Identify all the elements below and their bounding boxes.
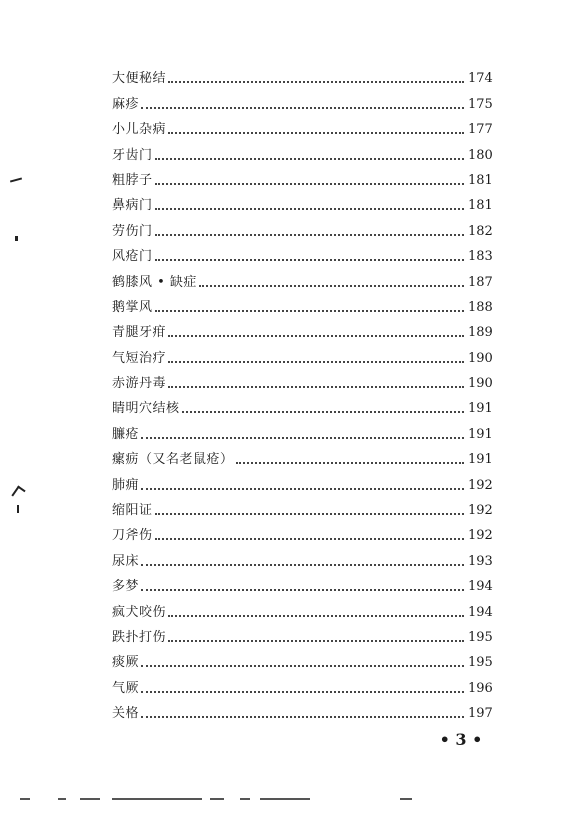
dot-leader — [155, 157, 464, 160]
dot-leader — [236, 461, 464, 464]
toc-entry-page: 191 — [468, 401, 493, 417]
toc-entry — [112, 343, 492, 368]
toc-entry-title: 鼻病门 — [112, 198, 153, 214]
dot-leader — [155, 309, 464, 312]
dot-leader — [155, 537, 464, 540]
toc-entry-title: 尿床 — [112, 553, 140, 569]
toc-entry-title: 气厥 — [112, 680, 140, 696]
toc-entry-title: 大便秘结 — [112, 71, 167, 87]
toc-entry-title: 疯犬咬伤 — [112, 604, 167, 620]
scan-mark — [10, 177, 22, 182]
toc-entry-page: 195 — [468, 655, 493, 671]
toc-entry-page: 194 — [468, 604, 493, 620]
toc-entry — [112, 673, 492, 698]
toc-entry — [112, 140, 492, 165]
dot-leader — [141, 588, 464, 591]
toc-entry — [112, 369, 492, 394]
toc-entry — [112, 445, 492, 470]
toc-entry-page: 194 — [468, 579, 493, 595]
toc-entry — [112, 242, 492, 267]
toc-entry-page: 196 — [468, 680, 493, 696]
dot-leader — [168, 80, 464, 83]
toc-entry-page: 183 — [468, 249, 493, 265]
scan-mark — [11, 486, 25, 501]
toc-entry — [112, 394, 492, 419]
toc-entry-page: 181 — [468, 198, 493, 214]
toc-entry — [112, 623, 492, 648]
dot-leader — [168, 639, 464, 642]
toc-entry — [112, 115, 492, 140]
toc-entry-title: 麻疹 — [112, 96, 140, 112]
toc-entry — [112, 191, 492, 216]
toc-entry-title: 多梦 — [112, 579, 140, 595]
toc-entry-page: 192 — [468, 477, 493, 493]
dot-leader — [168, 131, 464, 134]
toc-entry — [112, 267, 492, 292]
toc-entry — [112, 470, 492, 495]
toc-entry-page: 192 — [468, 503, 493, 519]
dot-leader — [141, 436, 464, 439]
dot-leader — [141, 106, 464, 109]
toc-entry — [112, 64, 492, 89]
toc-entry-page: 188 — [468, 299, 493, 315]
scan-mark — [15, 236, 18, 241]
dot-leader — [141, 690, 464, 693]
toc-entry-page: 190 — [468, 350, 493, 366]
toc-entry — [112, 419, 492, 444]
dot-leader — [141, 715, 464, 718]
page-number: • 3 • — [439, 730, 483, 749]
toc-entry-title: 青腿牙疳 — [112, 325, 167, 341]
toc-entry — [112, 89, 492, 114]
dot-leader — [182, 410, 464, 413]
dot-leader — [168, 334, 464, 337]
dot-leader — [155, 207, 464, 210]
toc-entry-page: 195 — [468, 629, 493, 645]
toc-entry-title: 鹤膝风 • 缺症 — [112, 274, 197, 290]
dot-leader — [141, 487, 464, 490]
toc-entry-title: 鹅掌风 — [112, 299, 153, 315]
toc-entry-page: 181 — [468, 172, 493, 188]
dot-leader — [168, 360, 464, 363]
toc-entry-title: 瘰疬（又名老鼠疮） — [112, 452, 234, 468]
toc-entry-page: 174 — [468, 71, 493, 87]
toc-entry-title: 肺痈 — [112, 477, 140, 493]
toc-entry — [112, 318, 492, 343]
dot-leader — [141, 664, 464, 667]
toc-entry-page: 193 — [468, 553, 493, 569]
toc-entry-title: 劳伤门 — [112, 223, 153, 239]
toc-entry — [112, 546, 492, 571]
dot-leader — [155, 182, 464, 185]
toc-entry-title: 刀斧伤 — [112, 528, 153, 544]
dot-leader — [199, 284, 464, 287]
toc-entry-title: 风疮门 — [112, 249, 153, 265]
toc-entry — [112, 521, 492, 546]
toc-entry-page: 175 — [468, 96, 493, 112]
dot-leader — [155, 512, 464, 515]
toc-entry-title: 关格 — [112, 706, 140, 722]
toc-entry-page: 191 — [468, 426, 493, 442]
toc-entry-page: 192 — [468, 528, 493, 544]
toc-entry-title: 跌扑打伤 — [112, 629, 167, 645]
toc-entry — [112, 216, 492, 241]
toc-entry-title: 臁疮 — [112, 426, 140, 442]
dot-leader — [141, 563, 464, 566]
toc-entry-title: 赤游丹毒 — [112, 376, 167, 392]
toc-entry-page: 197 — [468, 706, 493, 722]
scan-edge-artifact — [0, 798, 570, 802]
dot-leader — [155, 233, 464, 236]
toc-entry — [112, 648, 492, 673]
toc-entry-page: 177 — [468, 122, 493, 138]
toc-entry — [112, 166, 492, 191]
toc-entry-title: 气短治疗 — [112, 350, 167, 366]
toc-entry-title: 痰厥 — [112, 655, 140, 671]
table-of-contents — [112, 64, 492, 724]
toc-entry — [112, 496, 492, 521]
toc-entry-title: 缩阳证 — [112, 503, 153, 519]
toc-entry-title: 小儿杂病 — [112, 122, 167, 138]
toc-entry-page: 187 — [468, 274, 493, 290]
toc-entry-title: 睛明穴结核 — [112, 401, 180, 417]
dot-leader — [168, 614, 464, 617]
toc-entry-page: 189 — [468, 325, 493, 341]
toc-entry-page: 180 — [468, 147, 493, 163]
toc-entry-title: 粗脖子 — [112, 172, 153, 188]
toc-entry — [112, 293, 492, 318]
toc-entry-page: 191 — [468, 452, 493, 468]
scan-mark — [17, 505, 19, 513]
toc-entry — [112, 597, 492, 622]
toc-entry-title: 牙齿门 — [112, 147, 153, 163]
toc-entry-page: 190 — [468, 376, 493, 392]
toc-entry — [112, 699, 492, 724]
dot-leader — [155, 258, 464, 261]
dot-leader — [168, 385, 464, 388]
toc-entry-page: 182 — [468, 223, 493, 239]
toc-entry — [112, 572, 492, 597]
